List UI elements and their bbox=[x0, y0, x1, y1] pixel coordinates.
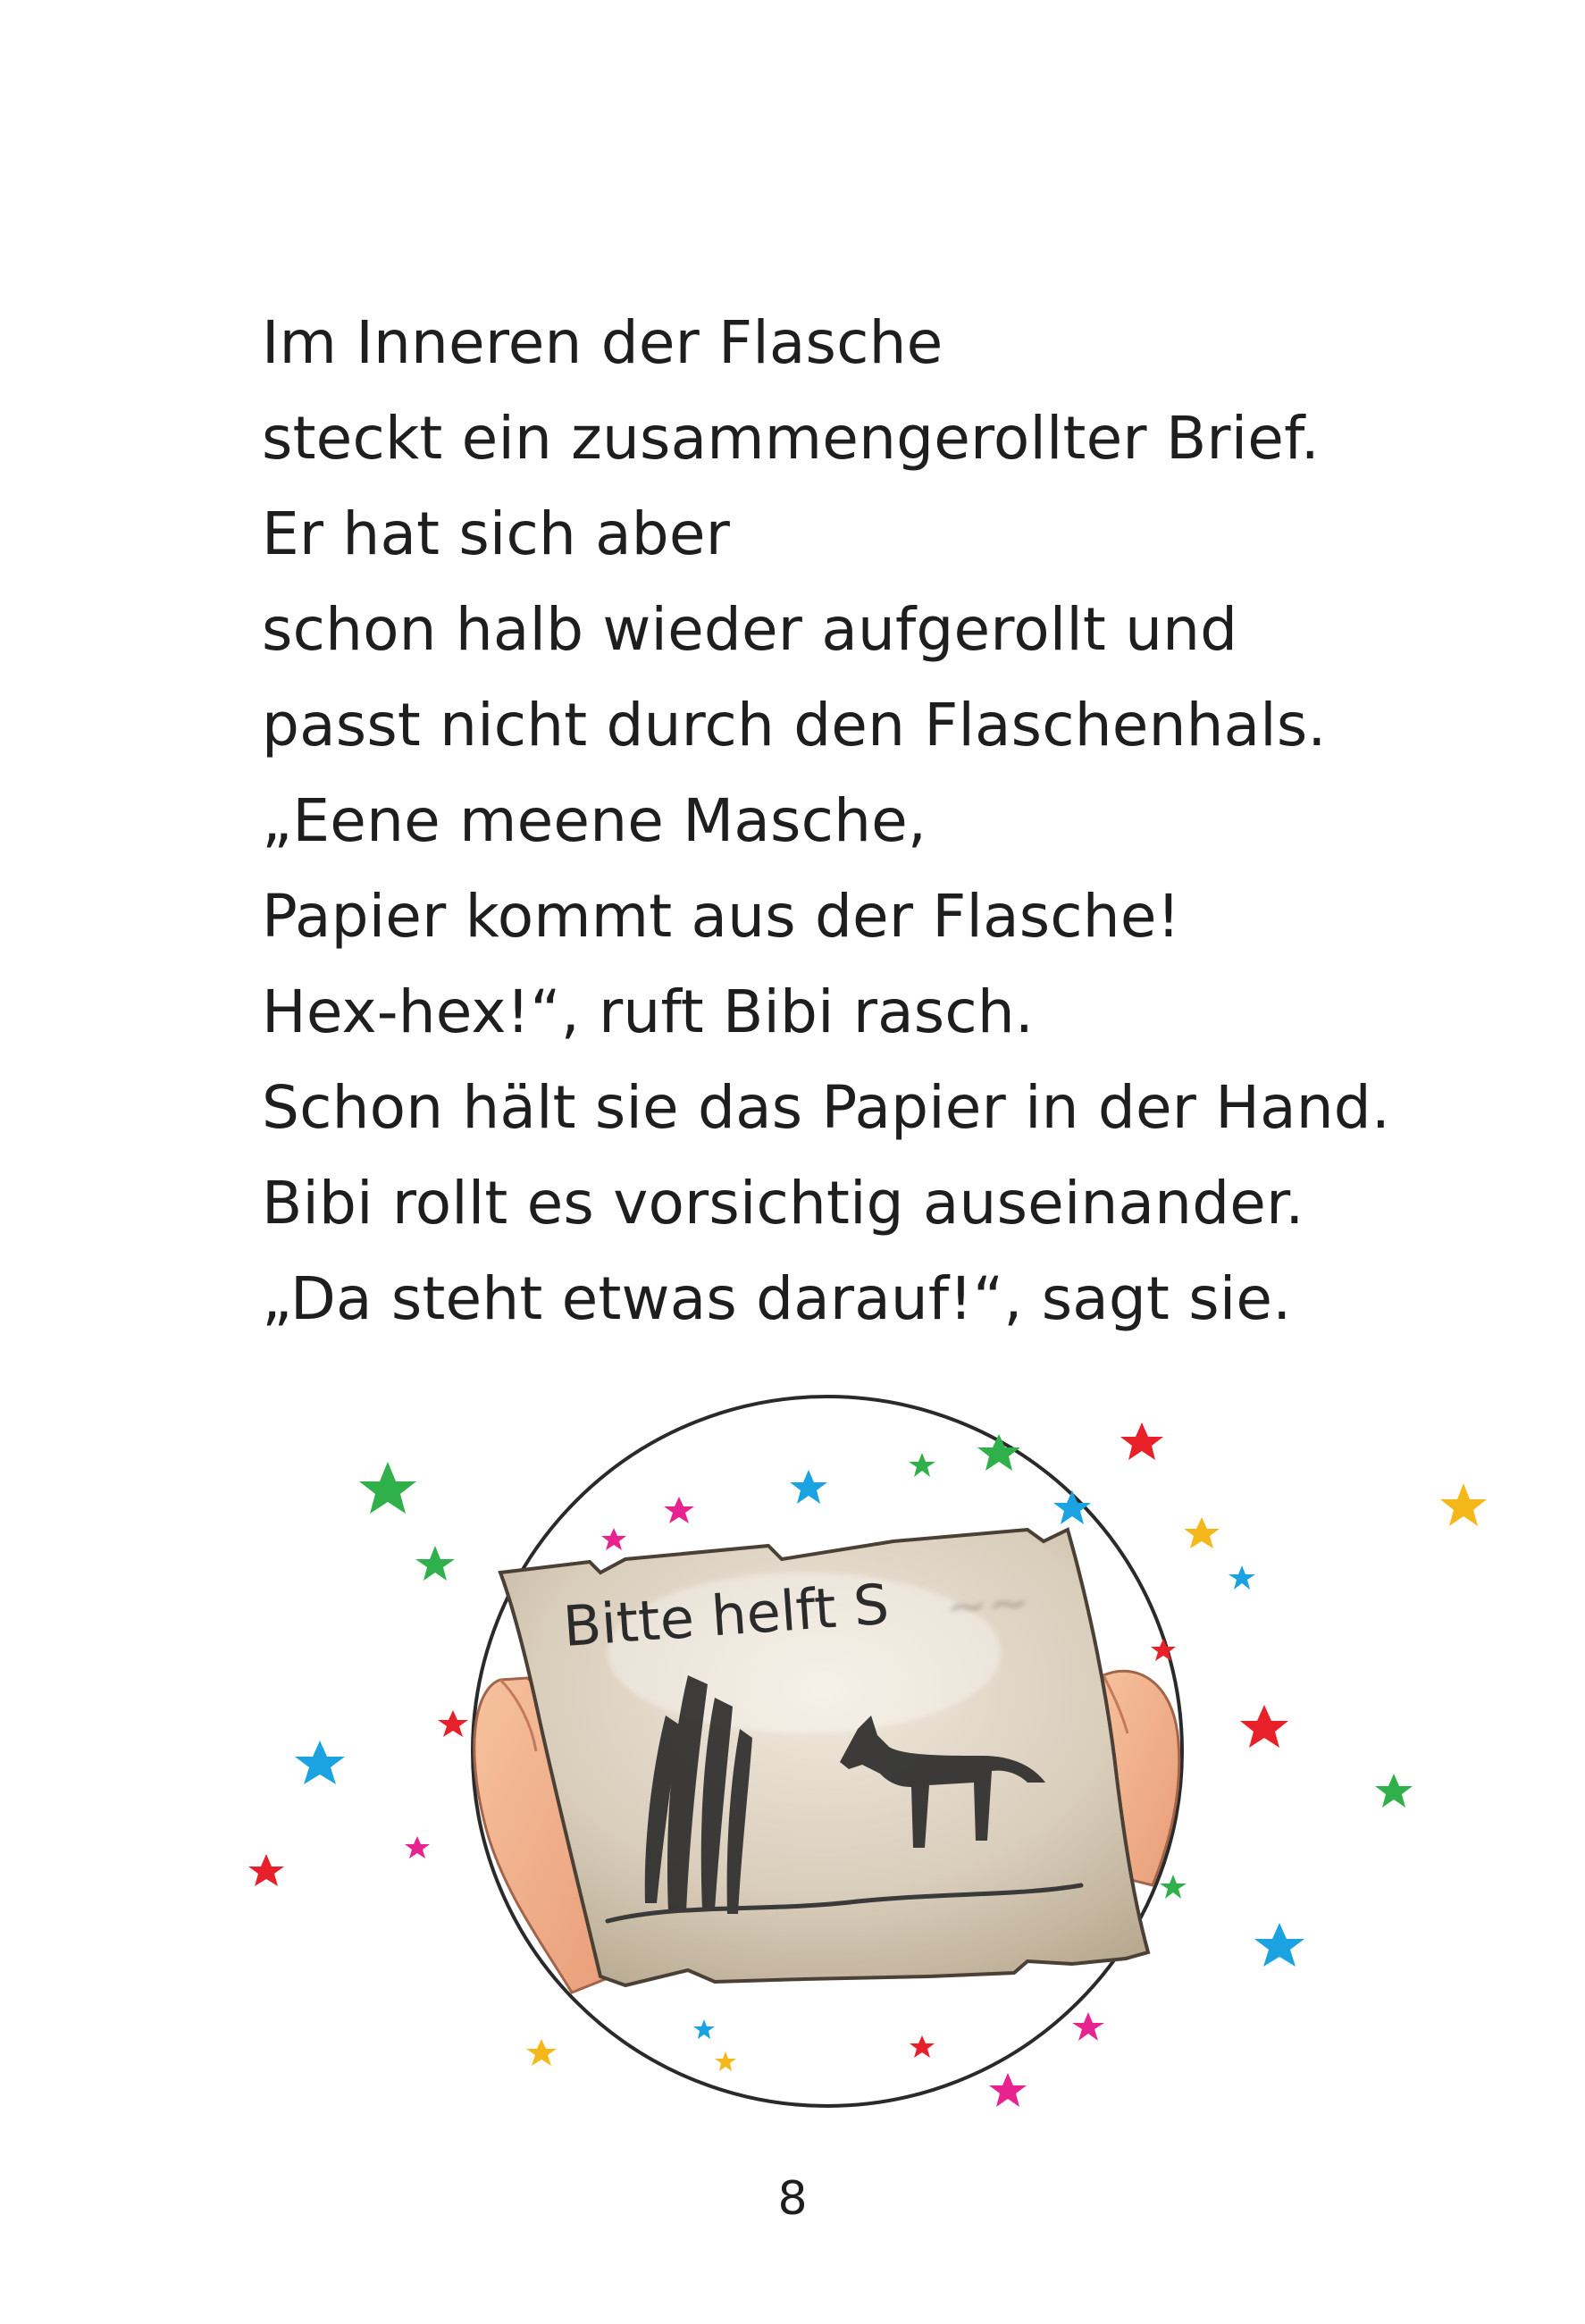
star-icon bbox=[526, 2039, 557, 2066]
star-icon bbox=[1240, 1705, 1288, 1748]
story-line-5: passt nicht durch den Flaschenhals. bbox=[262, 691, 1327, 759]
story-line-7: Papier kommt aus der Flasche! bbox=[262, 882, 1181, 951]
star-icon bbox=[1440, 1483, 1487, 1526]
story-line-9: Schon hält sie das Papier in der Hand. bbox=[262, 1073, 1391, 1142]
star-icon bbox=[1375, 1774, 1413, 1808]
star-icon bbox=[989, 2073, 1027, 2107]
story-line-4: schon halb wieder aufgerollt und bbox=[262, 595, 1238, 664]
star-icon bbox=[1072, 2012, 1104, 2041]
star-icon bbox=[1120, 1422, 1163, 1460]
letter-illustration bbox=[241, 1394, 1528, 2127]
star-icon bbox=[415, 1546, 455, 1581]
star-icon bbox=[248, 1854, 284, 1886]
story-line-6: „Eene meene Masche, bbox=[262, 786, 927, 855]
star-icon bbox=[359, 1462, 416, 1514]
letter-message: Bitte helft S bbox=[560, 1571, 892, 1659]
letter-smudge: ~~ bbox=[943, 1573, 1032, 1637]
star-icon bbox=[438, 1710, 468, 1737]
story-text bbox=[262, 295, 1423, 1347]
story-line-11: „Da steht etwas darauf!“, sagt sie. bbox=[262, 1264, 1292, 1333]
story-line-1: Im Inneren der Flasche bbox=[262, 308, 943, 377]
story-line-2: steckt ein zusammengerollter Brief. bbox=[262, 404, 1320, 473]
star-icon bbox=[1184, 1517, 1220, 1548]
star-icon bbox=[405, 1836, 430, 1858]
story-line-3: Er hat sich aber bbox=[262, 499, 731, 568]
star-icon bbox=[295, 1741, 345, 1784]
star-icon bbox=[1229, 1565, 1255, 1590]
page-number: 8 bbox=[777, 2172, 808, 2226]
star-icon bbox=[1254, 1923, 1304, 1967]
story-line-8: Hex-hex!“, ruft Bibi rasch. bbox=[262, 977, 1035, 1046]
star-icon bbox=[1160, 1875, 1187, 1899]
story-line-10: Bibi rollt es vorsichtig auseinander. bbox=[262, 1169, 1304, 1238]
